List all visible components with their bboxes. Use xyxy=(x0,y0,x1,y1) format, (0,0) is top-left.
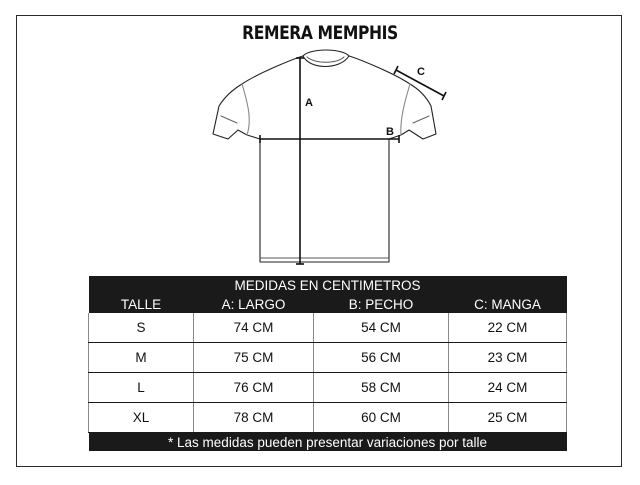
header-pecho: B: PECHO xyxy=(314,295,449,313)
tshirt-collar xyxy=(303,56,349,67)
cell-pecho: 58 CM xyxy=(314,373,449,403)
header-manga: C: MANGA xyxy=(449,295,567,313)
cell-talle: L xyxy=(89,373,194,403)
cell-largo: 76 CM xyxy=(194,373,314,403)
table-row xyxy=(89,343,567,373)
table-row xyxy=(89,373,567,403)
table-row xyxy=(89,403,567,433)
table-footnote: * Las medidas pueden presentar variaciones por talle xyxy=(89,433,567,452)
table-caption: MEDIDAS EN CENTIMETROS xyxy=(89,276,567,295)
header-largo: A: LARGO xyxy=(194,295,314,313)
cell-largo: 75 CM xyxy=(194,343,314,373)
cell-talle: M xyxy=(89,343,194,373)
measure-a-line xyxy=(296,58,304,264)
tshirt-outline xyxy=(213,56,436,262)
label-b: B xyxy=(386,126,394,138)
cell-pecho: 56 CM xyxy=(314,343,449,373)
measure-b-line xyxy=(260,135,399,143)
cell-talle: XL xyxy=(89,403,194,433)
label-c: C xyxy=(417,66,425,78)
page-title: REMERA MEMPHIS xyxy=(242,22,398,44)
cell-pecho: 60 CM xyxy=(314,403,449,433)
size-table xyxy=(88,276,567,451)
table-caption-row xyxy=(89,276,567,295)
cell-manga: 24 CM xyxy=(449,373,567,403)
cell-manga: 25 CM xyxy=(449,403,567,433)
cell-manga: 23 CM xyxy=(449,343,567,373)
table-row xyxy=(89,313,567,343)
cell-largo: 74 CM xyxy=(194,313,314,343)
cell-pecho: 54 CM xyxy=(314,313,449,343)
label-a: A xyxy=(305,97,313,109)
table-header-row xyxy=(89,295,567,313)
header-talle: TALLE xyxy=(89,295,194,313)
cell-talle: S xyxy=(89,313,194,343)
table-footnote-row xyxy=(89,433,567,452)
tshirt-diagram xyxy=(200,44,460,274)
cell-manga: 22 CM xyxy=(449,313,567,343)
cell-largo: 78 CM xyxy=(194,403,314,433)
